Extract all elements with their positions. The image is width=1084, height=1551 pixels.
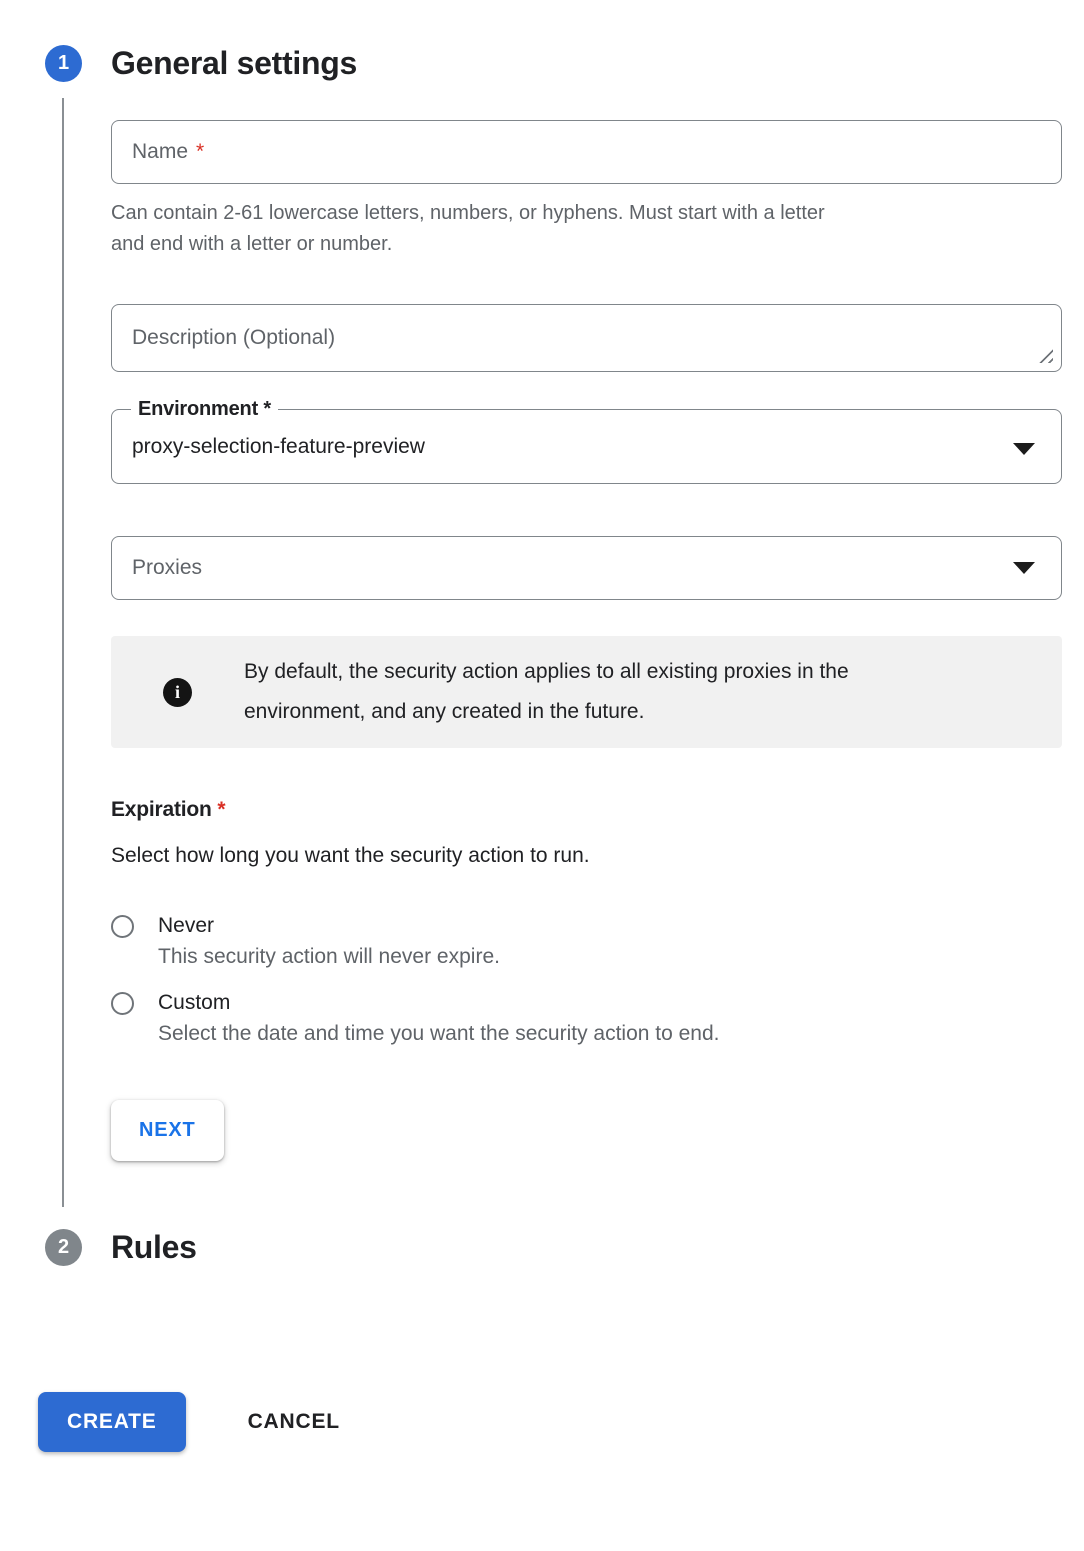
radio-button[interactable] — [111, 915, 134, 938]
name-required-mark: * — [196, 140, 205, 163]
cancel-button[interactable]: CANCEL — [236, 1400, 352, 1444]
info-icon: i — [163, 678, 192, 707]
name-helper-text: Can contain 2-61 lowercase letters, numbers, or hyphens. Must start with a letter and end with a letter or number. — [111, 202, 825, 255]
create-button[interactable]: CREATE — [38, 1392, 186, 1452]
environment-select[interactable] — [111, 398, 1062, 484]
name-input[interactable] — [111, 120, 1062, 184]
name-field-wrap — [111, 120, 1062, 184]
info-banner-text: By default, the security action applies to all existing proxies in the environment, and any created in the future. — [244, 660, 849, 723]
step-1-badge: 1 — [45, 45, 82, 82]
step-2-title: Rules — [111, 1229, 197, 1265]
environment-label: Environment * — [138, 398, 271, 420]
step-1-content — [62, 98, 1084, 1207]
info-banner — [111, 636, 1062, 748]
next-button[interactable]: NEXT — [111, 1100, 224, 1161]
description-field-wrap — [111, 304, 1062, 372]
proxies-placeholder: Proxies — [132, 556, 203, 579]
radio-button[interactable] — [111, 992, 134, 1015]
step-1-title: General settings — [111, 45, 357, 81]
footer-actions — [0, 1392, 1084, 1452]
radio-label[interactable]: Custom — [158, 991, 231, 1014]
radio-label[interactable]: Never — [158, 914, 215, 937]
step-2-badge: 2 — [45, 1229, 82, 1266]
description-textarea[interactable] — [111, 304, 1062, 372]
expiration-required-mark: * — [217, 798, 226, 821]
proxies-select[interactable] — [111, 536, 1062, 600]
expiration-option-never — [111, 914, 1062, 969]
expiration-description: Select how long you want the security action to run. — [111, 844, 590, 867]
description-placeholder: Description (Optional) — [132, 326, 336, 349]
expiration-label: Expiration * — [111, 798, 226, 821]
radio-row-custom[interactable] — [111, 991, 1062, 1015]
step-1-header[interactable] — [0, 45, 1084, 82]
step-2-header[interactable] — [0, 1229, 1084, 1266]
chevron-down-icon — [1013, 562, 1035, 574]
environment-required-mark: * — [263, 398, 271, 420]
radio-description: Select the date and time you want the security action to end. — [158, 1022, 720, 1045]
radio-description: This security action will never expire. — [158, 945, 500, 968]
expiration-option-custom — [111, 991, 1062, 1046]
radio-row-never[interactable] — [111, 914, 1062, 938]
chevron-down-icon — [1013, 443, 1035, 455]
environment-value: proxy-selection-feature-preview — [132, 435, 425, 458]
name-placeholder: Name * — [132, 140, 205, 163]
